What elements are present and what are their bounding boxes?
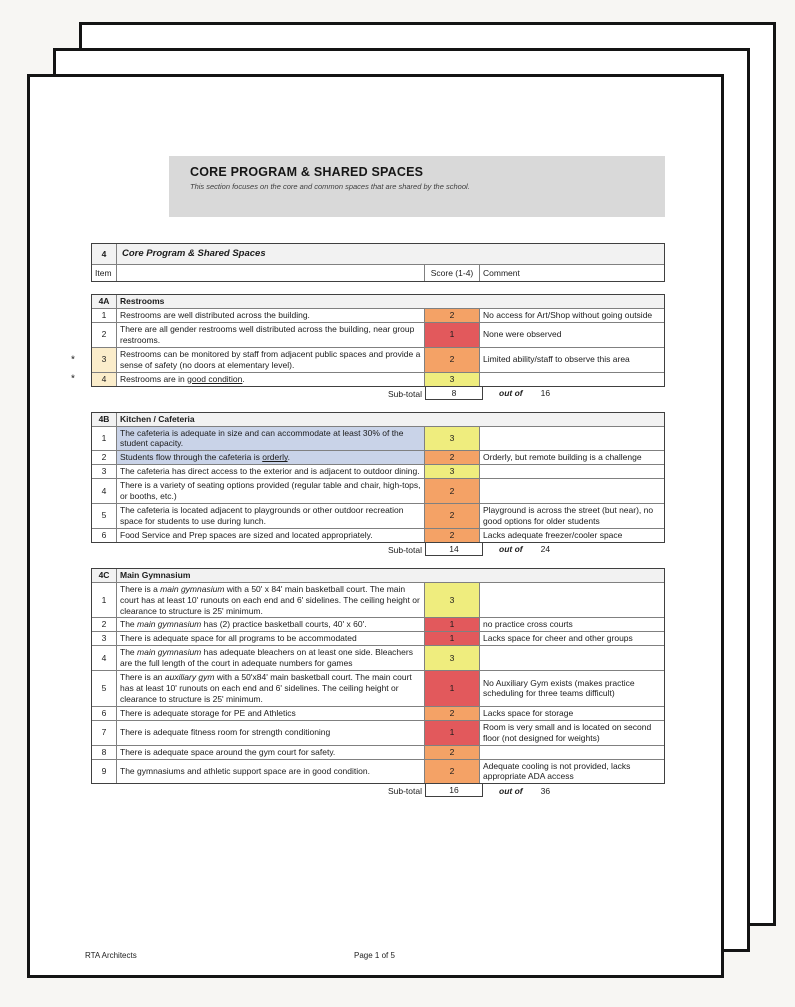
section-number-cell: 4 [101,248,107,259]
text-segment: with a 50' x 84' main basketball court. The main court has at least 10' runouts on each end and 6' sidelines. The ceiling height or clearance to structure is 25' minimum. [120,583,420,616]
table-row [92,745,664,759]
text-segment: The cafeteria is located adjacent to playgrounds or other outdoor recreation space for students to use during lunch. [120,505,404,526]
comment-cell [479,504,664,528]
text-segment: The cafeteria is adequate in size and can accommodate at least 30% of the student capacity. [120,427,404,449]
comment-text: Playground is across the street (but near), no good options for older students [483,505,654,526]
score-cell: 1 [424,323,479,347]
description-text [120,633,421,644]
table-row [92,528,664,542]
comment-cell [479,529,664,542]
description-cell [116,707,424,720]
description-cell [116,479,424,503]
item-number-cell: 2 [101,329,107,340]
subtotal-value: 14 [425,542,483,556]
section-4B [91,412,665,556]
text-segment: There is adequate storage for PE and Athletics [120,707,296,718]
item-number-cell: 5 [101,510,107,521]
text-segment: orderly [262,452,288,463]
subtotal-row [91,543,665,556]
comment-cell [479,427,664,451]
section-id-cell: 4C [98,569,110,580]
score-cell: 3 [424,646,479,670]
description-text [120,466,421,477]
table-row [71,372,664,386]
comment-cell [479,479,664,503]
subtotal-right [483,387,550,400]
table-row [71,347,664,372]
main-header-columns-row [92,264,664,281]
item-number-cell: 6 [101,529,107,540]
description-text [120,480,421,502]
text-segment: There is adequate space for all programs to be accommodated [120,633,357,644]
comment-text: Room is very small and is located on second floor (not designed for weights) [483,721,652,743]
text-segment: with a 50'x84' main basketball court. The main court has at least 10' runouts on each end and 6' sidelines. The ceiling height or clearance to structure is 25' minimum. [120,672,412,704]
text-segment: Food Service and Prep spaces are sized and located appropriately. [120,529,373,540]
comment-cell [479,721,664,745]
comment-cell [479,323,664,347]
description-text [120,310,421,321]
item-number-cell: 3 [101,633,107,644]
banner-title: CORE PROGRAM & SHARED SPACES [190,165,424,179]
item-number-cell: 4 [101,652,107,663]
item-column-header: Item [95,267,112,278]
comment-text: no practice cross courts [483,619,573,630]
description-cell [116,646,424,670]
comment-cell [479,746,664,759]
description-text [120,374,421,385]
table-row [92,631,664,645]
comment-cell [479,583,664,618]
description-cell [116,583,424,618]
score-cell: 2 [424,309,479,322]
subtotal-value: 16 [425,783,483,797]
table-row [92,426,664,451]
item-number-cell: 6 [101,707,107,718]
text-segment: There are all gender restrooms well distributed across the building, near group restrooms. [120,324,415,345]
comment-cell [479,760,664,784]
table-row [92,478,664,503]
subtotal-right [483,543,550,556]
footer-company: RTA Architects [85,951,137,960]
description-text [120,452,421,463]
score-cell: 2 [424,746,479,759]
item-number-cell: 2 [101,619,107,630]
text-segment: The [120,619,138,630]
text-segment: main gymnasium [137,619,202,630]
table-row [92,503,664,528]
score-cell: 1 [424,632,479,645]
score-column-header: Score (1-4) [424,265,479,281]
text-segment: good condition [187,373,243,384]
comment-cell [479,465,664,478]
text-segment: . [287,452,290,463]
section-id-cell: 4B [98,413,110,424]
blank-header-cell [116,265,424,281]
comment-cell [479,707,664,720]
section-header-row [92,295,664,308]
section-header-row [92,413,664,426]
main-header-title-row [92,244,664,264]
comment-cell [479,373,664,386]
text-segment: The cafeteria has direct access to the exterior and is adjacent to outdoor dining. [120,466,420,477]
section-header-row [92,569,664,582]
item-number-cell: 3 [92,348,116,372]
text-segment: There is adequate fitness room for strength conditioning [120,727,331,738]
section-title-cell: Restrooms [116,295,664,308]
description-text [120,619,421,630]
item-number-cell: 7 [101,727,107,738]
score-cell: 2 [424,348,479,372]
text-segment: has (2) practice basketball courts, 40' x 60'. [201,619,367,630]
text-segment: Students flow through the cafeteria is [120,452,263,463]
table-row [92,322,664,347]
table-row [92,645,664,670]
description-text [120,766,421,777]
description-text [120,647,421,669]
description-text [120,672,421,705]
main-header-table [91,243,665,282]
comment-cell [479,671,664,706]
text-segment: There is adequate space around the gym court for safety. [120,746,336,757]
description-cell [116,529,424,542]
comment-text: Orderly, but remote building is a challenge [483,452,642,463]
score-cell: 2 [424,479,479,503]
text-segment: There is a [120,583,161,594]
text-segment: main gymnasium [160,583,225,594]
table-row [92,308,664,322]
score-cell: 3 [424,583,479,618]
subtotal-row [91,387,665,400]
row-flag-asterisk: * [71,354,75,366]
description-text [120,747,421,758]
score-cell: 3 [424,373,479,386]
description-cell [116,618,424,631]
subtotal-max: 24 [540,544,551,555]
section-title-cell: Core Program & Shared Spaces [116,244,664,264]
item-number-cell: 8 [101,746,107,757]
item-number-cell: 1 [101,432,107,443]
table-row [92,582,664,618]
comment-text: None were observed [483,329,562,340]
table-row [92,464,664,478]
table-row [92,450,664,464]
banner-subtitle: This section focuses on the core and common spaces that are shared by the school. [190,182,470,191]
description-cell [116,465,424,478]
section-id-cell: 4A [98,296,110,307]
section-title-cell: Kitchen / Cafeteria [116,413,664,426]
description-text [120,349,421,371]
section-table-4B [91,412,665,543]
item-number-cell: 2 [101,452,107,463]
subtotal-max: 16 [540,388,551,398]
item-number-cell: 1 [101,594,107,605]
subtotal-value: 8 [425,386,483,400]
comment-cell [479,309,664,322]
comment-cell [479,348,664,372]
text-segment: There is an [120,672,165,683]
comment-text: No access for Art/Shop without going outside [483,310,653,321]
score-cell: 1 [424,671,479,706]
comment-text: Lacks space for cheer and other groups [483,633,633,644]
description-text [120,324,421,346]
section-banner [169,156,665,217]
comment-text: Lacks adequate freezer/cooler space [483,529,623,540]
description-text [120,530,421,541]
item-number-cell: 5 [101,683,107,693]
score-cell: 2 [424,504,479,528]
comment-cell [479,618,664,631]
comment-cell [479,646,664,670]
score-cell: 2 [424,760,479,784]
comment-column-header: Comment [479,265,664,281]
text-segment: The gymnasiums and athletic support space are in good condition. [120,765,370,776]
score-cell: 1 [424,618,479,631]
table-row [92,720,664,745]
description-cell [116,373,424,386]
text-segment: Restrooms are in [120,373,188,384]
table-row [92,706,664,720]
subtotal-label: Sub-total [387,786,422,797]
text-segment: Restrooms can be monitored by staff from adjacent public spaces and provide a sense of safety (no doors at elementary level). [120,348,421,370]
subtotal-right [483,784,550,797]
page-content [71,77,665,797]
item-number-cell: 9 [101,765,107,776]
description-cell [116,451,424,464]
text-segment: main gymnasium [137,647,202,658]
description-cell [116,504,424,528]
score-cell: 3 [424,465,479,478]
comment-text: Adequate cooling is not provided, lacks appropriate ADA access [483,760,631,782]
score-cell: 2 [424,707,479,720]
text-segment: The [120,647,138,658]
score-cell: 3 [424,427,479,451]
text-segment: There is a variety of seating options provided (regular table and chair, high-tops, or booths, etc.) [120,480,421,502]
section-4A [71,294,665,400]
description-text [120,708,421,719]
description-cell [116,721,424,745]
description-cell [116,427,424,451]
subtotal-label: Sub-total [387,388,422,399]
text-segment: has adequate bleachers on at least one side. Bleachers are the full length of the court in adequate numbers for games [120,647,413,669]
description-text [120,727,421,738]
score-cell: 2 [424,529,479,542]
page-front [27,74,724,978]
comment-text: Limited ability/staff to observe this area [483,354,630,365]
comment-cell [479,632,664,645]
section-table-4A [71,294,665,387]
table-row [92,617,664,631]
comment-text: Lacks space for storage [483,707,574,718]
text-segment: auxiliary gym [164,672,215,683]
comment-text: No Auxiliary Gym exists (makes practice scheduling for three teams difficult) [483,677,635,699]
description-text [120,584,421,617]
footer-page-number: Page 1 of 5 [354,951,395,960]
out-of-label: out of [499,785,523,796]
row-flag-asterisk: * [71,373,75,385]
score-cell: 1 [424,721,479,745]
description-cell [116,309,424,322]
description-cell [116,348,424,372]
comment-cell [479,451,664,464]
out-of-label: out of [499,388,523,398]
description-cell [116,671,424,706]
description-cell [116,632,424,645]
item-number-cell: 4 [101,485,107,496]
text-segment: . [242,373,245,384]
item-number-cell: 4 [92,373,116,386]
subtotal-row [91,784,665,797]
sections-container [71,294,665,797]
description-cell [116,760,424,784]
score-cell: 2 [424,451,479,464]
description-cell [116,746,424,759]
out-of-label: out of [499,544,523,555]
table-row [92,759,664,784]
description-text [120,505,421,527]
text-segment: Restrooms are well distributed across the building. [120,310,310,321]
table-row [92,670,664,706]
section-4C [91,568,665,798]
item-number-cell: 3 [101,466,107,477]
description-text [120,428,421,450]
subtotal-max: 36 [540,785,551,796]
section-table-4C [91,568,665,785]
description-cell [116,323,424,347]
item-number-cell: 1 [101,310,107,321]
section-title-cell: Main Gymnasium [116,569,664,582]
subtotal-label: Sub-total [387,544,422,555]
